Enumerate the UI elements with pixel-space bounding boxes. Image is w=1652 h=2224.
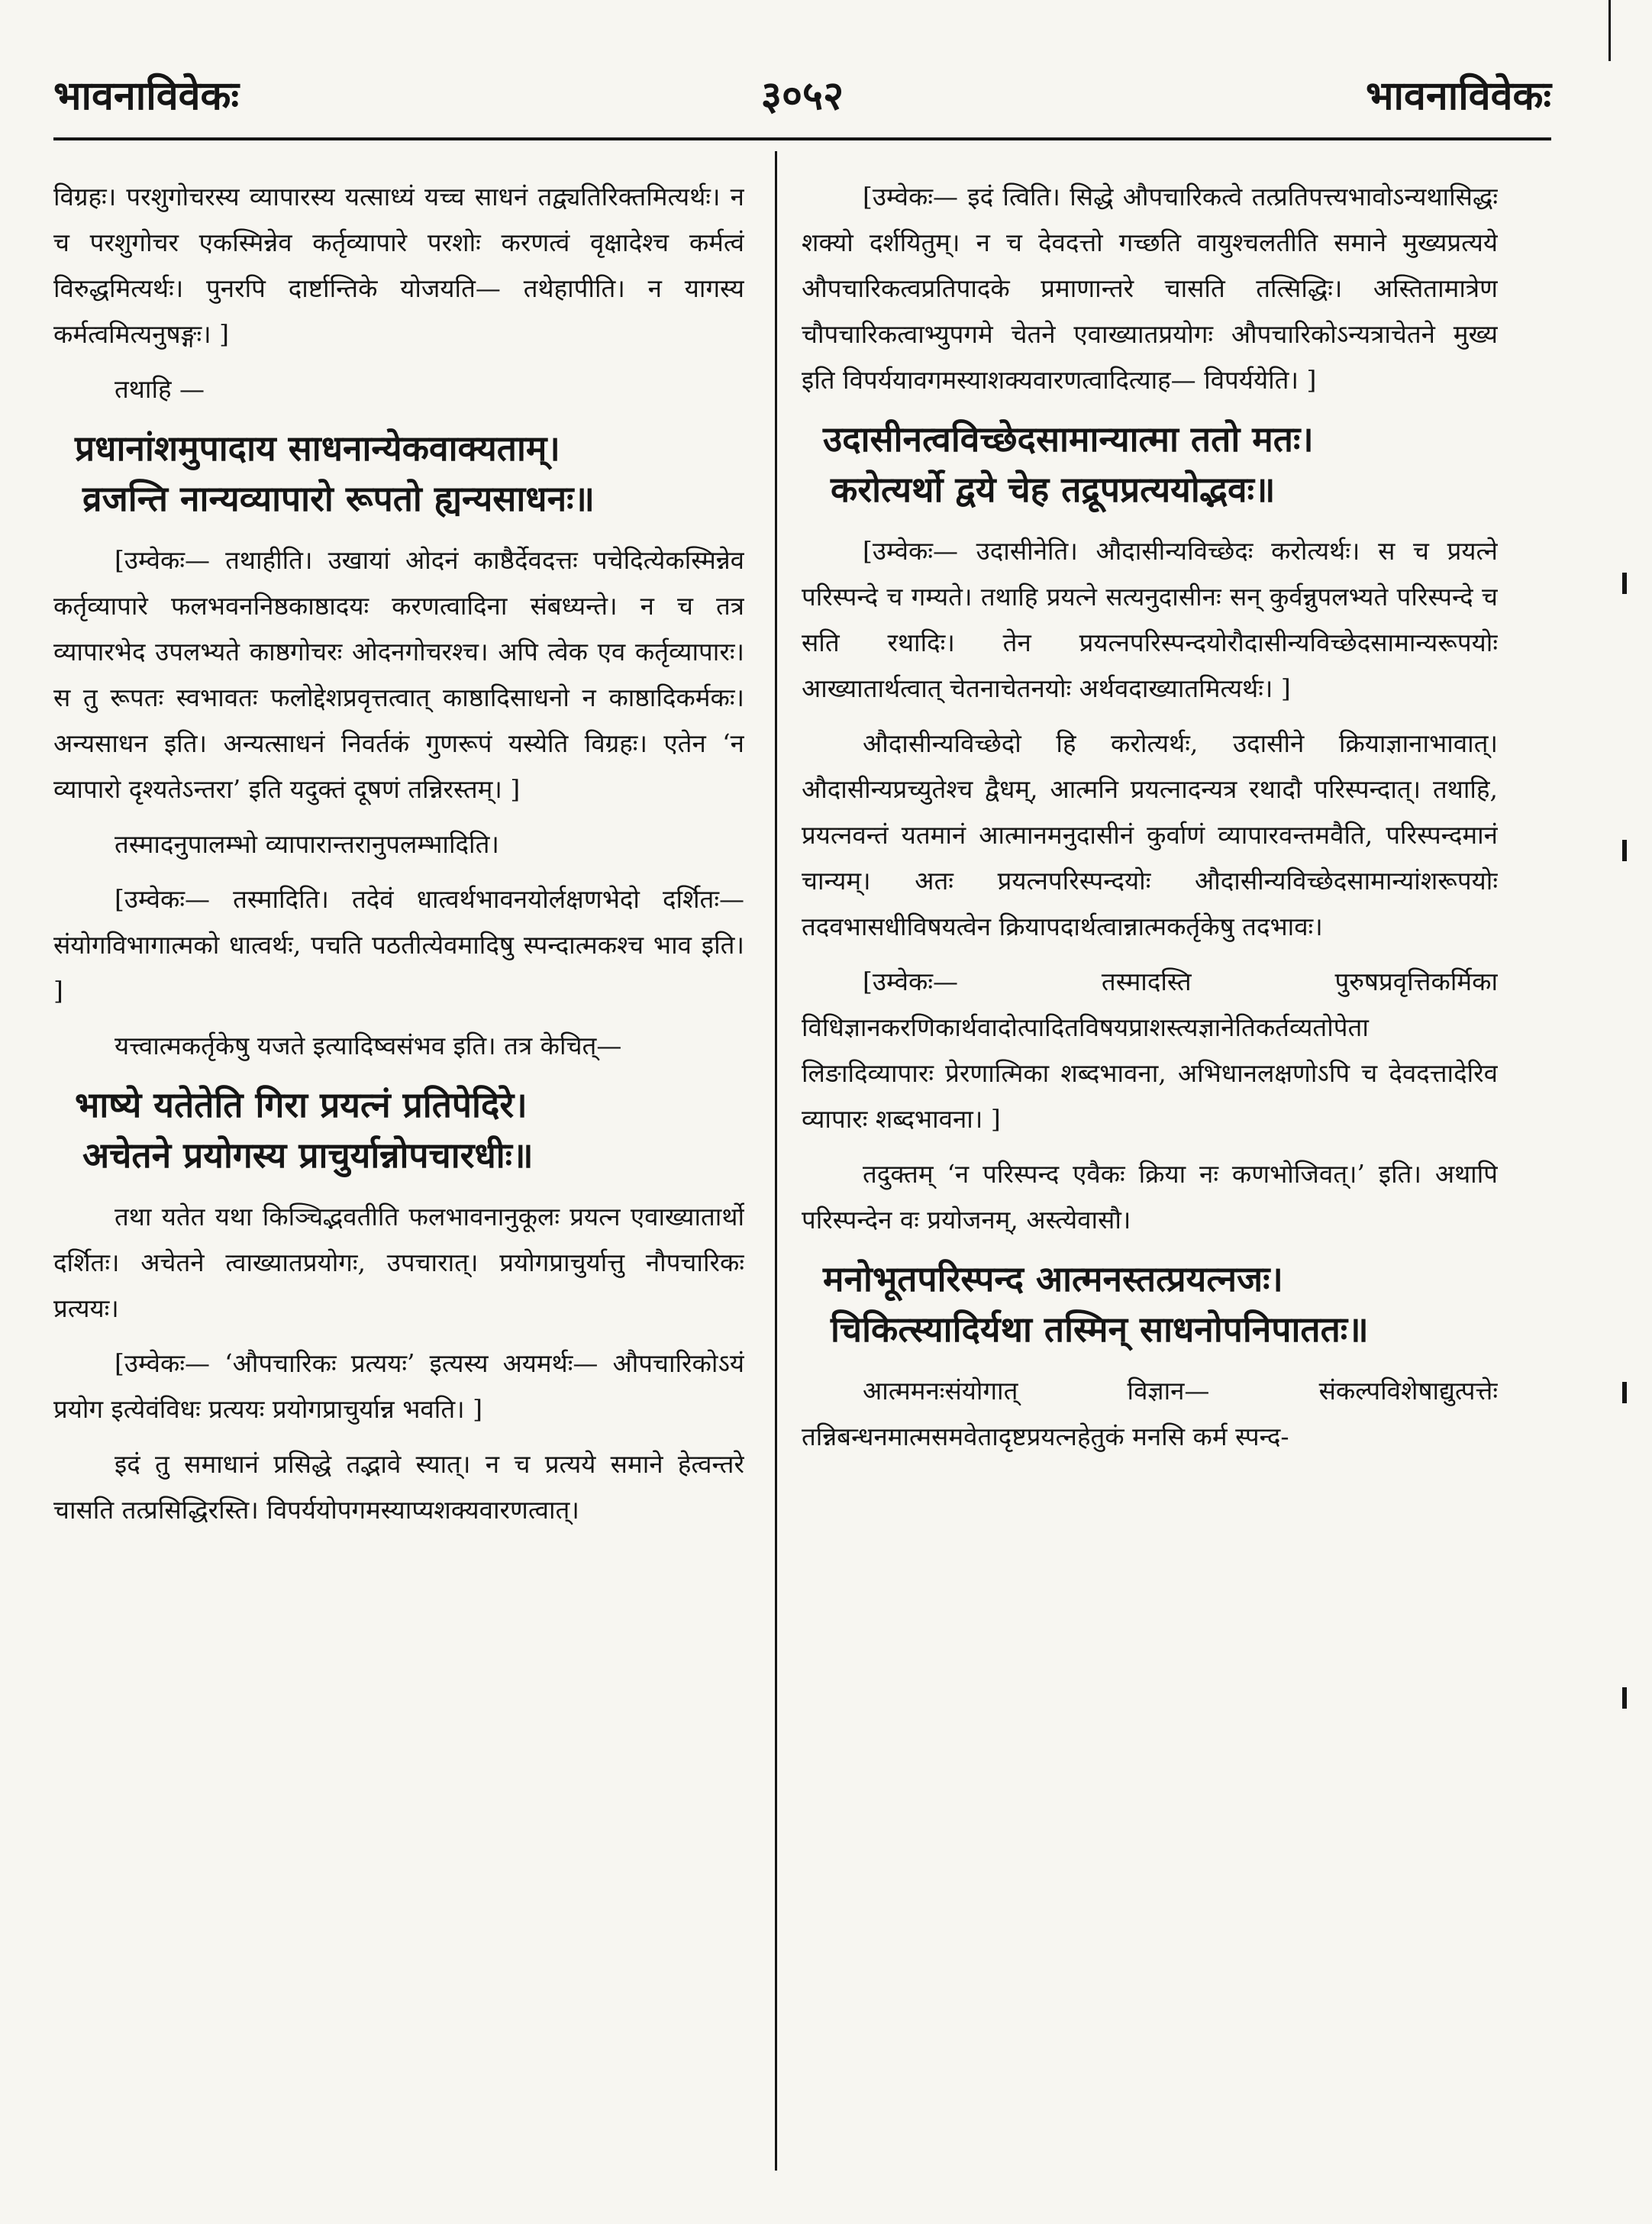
running-header bbox=[53, 73, 1551, 145]
paragraph: यत्त्वात्मकर्तृकेषु यजते इत्यादिष्वसंभव इति। तत्र केचित्— bbox=[115, 1031, 622, 1060]
left-column bbox=[53, 174, 744, 2171]
verse-line: उदासीनत्वविच्छेदसामान्यात्मा ततो मतः। bbox=[823, 418, 1314, 460]
verse-line: प्रधानांशमुपादाय साधनान्येकवाक्यताम्। bbox=[75, 428, 560, 469]
verse bbox=[823, 414, 1498, 515]
verse bbox=[75, 1080, 744, 1180]
margin-mark bbox=[1622, 573, 1627, 594]
margin-rule bbox=[1608, 0, 1611, 61]
commentary-paragraph: [उम्वेकः— तस्मादस्ति पुरुषप्रवृत्तिकर्मिका विधिज्ञानकरणिकार्थवादोत्पादितविषयप्राशस्त्यज्ञानेतिकर्तव्यतोपेता लिङादिव्यापारः प्रेरणात्मिका शब्दभावना, अभिधानलक्षणोऽपि च देवदत्तादेरिव व्यापारः शब्दभावना। ] bbox=[802, 967, 1498, 1134]
paragraph: तथाहि — bbox=[115, 374, 205, 404]
verse-line: मनोभूतपरिस्पन्द आत्मनस्तत्प्रयत्नजः। bbox=[823, 1258, 1283, 1299]
margin-mark bbox=[1622, 1382, 1627, 1403]
page-number: ३०५२ bbox=[760, 73, 844, 119]
right-column bbox=[802, 174, 1498, 2171]
commentary-paragraph: [उम्वेकः— इदं त्विति। सिद्धे औपचारिकत्वे तत्प्रतिपत्त्यभावोऽन्यथासिद्धः शक्यो दर्शयितुम्। न च देवदत्तो गच्छति वायुश्चलतीति समाने मुख्यप्रत्यये औपचारिकत्वप्रतिपादके प्रमाणान्तरे चासति तत्सिद्धिः। अस्तितामात्रेण चौपचारिकत्वाभ्युपगमे चेतने एवाख्यातप्रयोगः औपचारिकोऽन्यत्राचेतने मुख्य इति विपर्ययावगमस्याशक्यवारणत्वादित्याह— विपर्ययेति। ] bbox=[802, 182, 1498, 395]
verse-line: करोत्यर्थो द्वये चेह तद्रूपप्रत्ययोद्भवः॥ bbox=[831, 469, 1276, 510]
header-right-title: भावनाविवेकः bbox=[1366, 73, 1551, 119]
paragraph: इदं तु समाधानं प्रसिद्धे तद्भावे स्यात्। न च प्रत्यये समाने हेत्वन्तरे चासति तत्प्रसिद्धिरस्ति। विपर्ययोपगमस्याप्यशक्यवारणत्वात्। bbox=[53, 1449, 744, 1525]
paragraph: तदुक्तम् ‘न परिस्पन्द एवैकः क्रिया नः कणभोजिवत्।’ इति। अथापि परिस्पन्देन वः प्रयोजनम्, अस्त्येवासौ। bbox=[802, 1159, 1498, 1235]
paragraph: औदासीन्यविच्छेदो हि करोत्यर्थः, उदासीने क्रियाज्ञानाभावात्। औदासीन्यप्रच्युतेश्च द्वैधम्, आत्मनि प्रयत्नादन्यत्र रथादौ परिस्पन्दात्। तथाहि, प्रयत्नवन्तं यतमानं आत्मानमनुदासीनं कुर्वाणं व्यापारवन्तमवैति, परिस्पन्दमानं चान्यम्। अतः प्रयत्नपरिस्पन्दयोः औदासीन्यविच्छेदसामान्यांशरूपयोः तदवभासधीविषयत्वेन क्रियापदार्थत्वान्नात्मकर्तृकेषु तदभावः। bbox=[802, 728, 1498, 941]
verse-line: चिकित्स्यादिर्यथा तस्मिन् साधनोपनिपाततः॥ bbox=[831, 1309, 1369, 1350]
paragraph: तथा यतेत यथा किञ्चिद्भवतीति फलभावनानुकूलः प्रयत्न एवाख्यातार्थो दर्शितः। अचेतने त्वाख्यातप्रयोगः, उपचारात्। प्रयोगप्राचुर्यात्तु नौपचारिकः प्रत्ययः। bbox=[53, 1202, 744, 1323]
verse bbox=[75, 423, 744, 524]
paragraph: आत्ममनःसंयोगात् विज्ञान— संकल्पविशेषाद्युत्पत्तेः तन्निबन्धनमात्मसमवेतादृष्टप्रयत्नहेतुकं मनसि कर्म स्पन्द- bbox=[802, 1376, 1498, 1451]
paragraph: विग्रहः। परशुगोचरस्य व्यापारस्य यत्साध्यं यच्च साधनं तद्व्यतिरिक्तमित्यर्थः। न च परशुगोचर एकस्मिन्नेव कर्तृव्यापारे परशोः करणत्वं वृक्षादेश्च कर्मत्वं विरुद्धमित्यर्थः। पुनरपि दार्ष्टान्तिके योजयति— तथेहापीति। न यागस्य कर्मत्वमित्यनुषङ्गः। ] bbox=[53, 182, 744, 349]
commentary-paragraph: [उम्वेकः— उदासीनेति। औदासीन्यविच्छेदः करोत्यर्थः। स च प्रयत्ने परिस्पन्दे च गम्यते। तथाहि प्रयत्ने सत्यनुदासीनः सन् कुर्वन्नुपलभ्यते परिस्पन्दे च सति रथादिः। तेन प्रयत्नपरिस्पन्दयोरौदासीन्यविच्छेदसामान्यरूपयोः आख्यातार्थत्वात् चेतनाचेतनयोः अर्थवदाख्यातमित्यर्थः। ] bbox=[802, 536, 1498, 703]
commentary-paragraph: [उम्वेकः— तस्मादिति। तदेवं धात्वर्थभावनयोर्लक्षणभेदो दर्शितः— संयोगविभागात्मको धात्वर्थः, पचति पठतीत्येवमादिषु स्पन्दात्मकश्च भाव इति। ] bbox=[53, 884, 744, 1005]
verse-line: व्रजन्ति नान्यव्यापारो रूपतो ह्यन्यसाधनः॥ bbox=[82, 478, 595, 519]
header-left-title: भावनाविवेकः bbox=[53, 73, 239, 119]
paragraph: तस्मादनुपालम्भो व्यापारान्तरानुपलम्भादिति। bbox=[115, 829, 499, 859]
commentary-paragraph: [उम्वेकः— तथाहीति। उखायां ओदनं काष्ठैर्देवदत्तः पचेदित्येकस्मिन्नेव कर्तृव्यापारे फलभवननिष्ठकाष्ठादयः करणत्वादिना संबध्यन्ते। न च तत्र व्यापारभेद उपलभ्यते काष्ठगोचरः ओदनगोचरश्च। अपि त्वेक एव कर्तृव्यापारः। स तु रूपतः स्वभावतः फलोद्देशप्रवृत्तत्वात् काष्ठादिसाधनो न काष्ठादिकर्मकः। अन्यसाधन इति। अन्यत्साधनं निवर्तकं गुणरूपं यस्येति विग्रहः। एतेन ‘न व्यापारो दृश्यतेऽन्तरा’ इति यदुक्तं दूषणं तन्निरस्तम्। ] bbox=[53, 545, 744, 804]
header-rule bbox=[53, 137, 1551, 140]
verse-line: भाष्ये यतेतेति गिरा प्रयत्नं प्रतिपेदिरे। bbox=[75, 1084, 528, 1125]
margin-mark bbox=[1622, 840, 1627, 861]
verse-line: अचेतने प्रयोगस्य प्राचुर्यान्नोपचारधीः॥ bbox=[82, 1135, 534, 1176]
verse bbox=[823, 1254, 1498, 1354]
margin-mark bbox=[1622, 1687, 1627, 1709]
commentary-paragraph: [उम्वेकः— ‘औपचारिकः प्रत्ययः’ इत्यस्य अयमर्थः— औपचारिकोऽयं प्रयोग इत्येवंविधः प्रत्ययः प्रयोगप्राचुर्यान्न भवति। ] bbox=[53, 1348, 744, 1424]
column-divider bbox=[775, 151, 777, 2171]
